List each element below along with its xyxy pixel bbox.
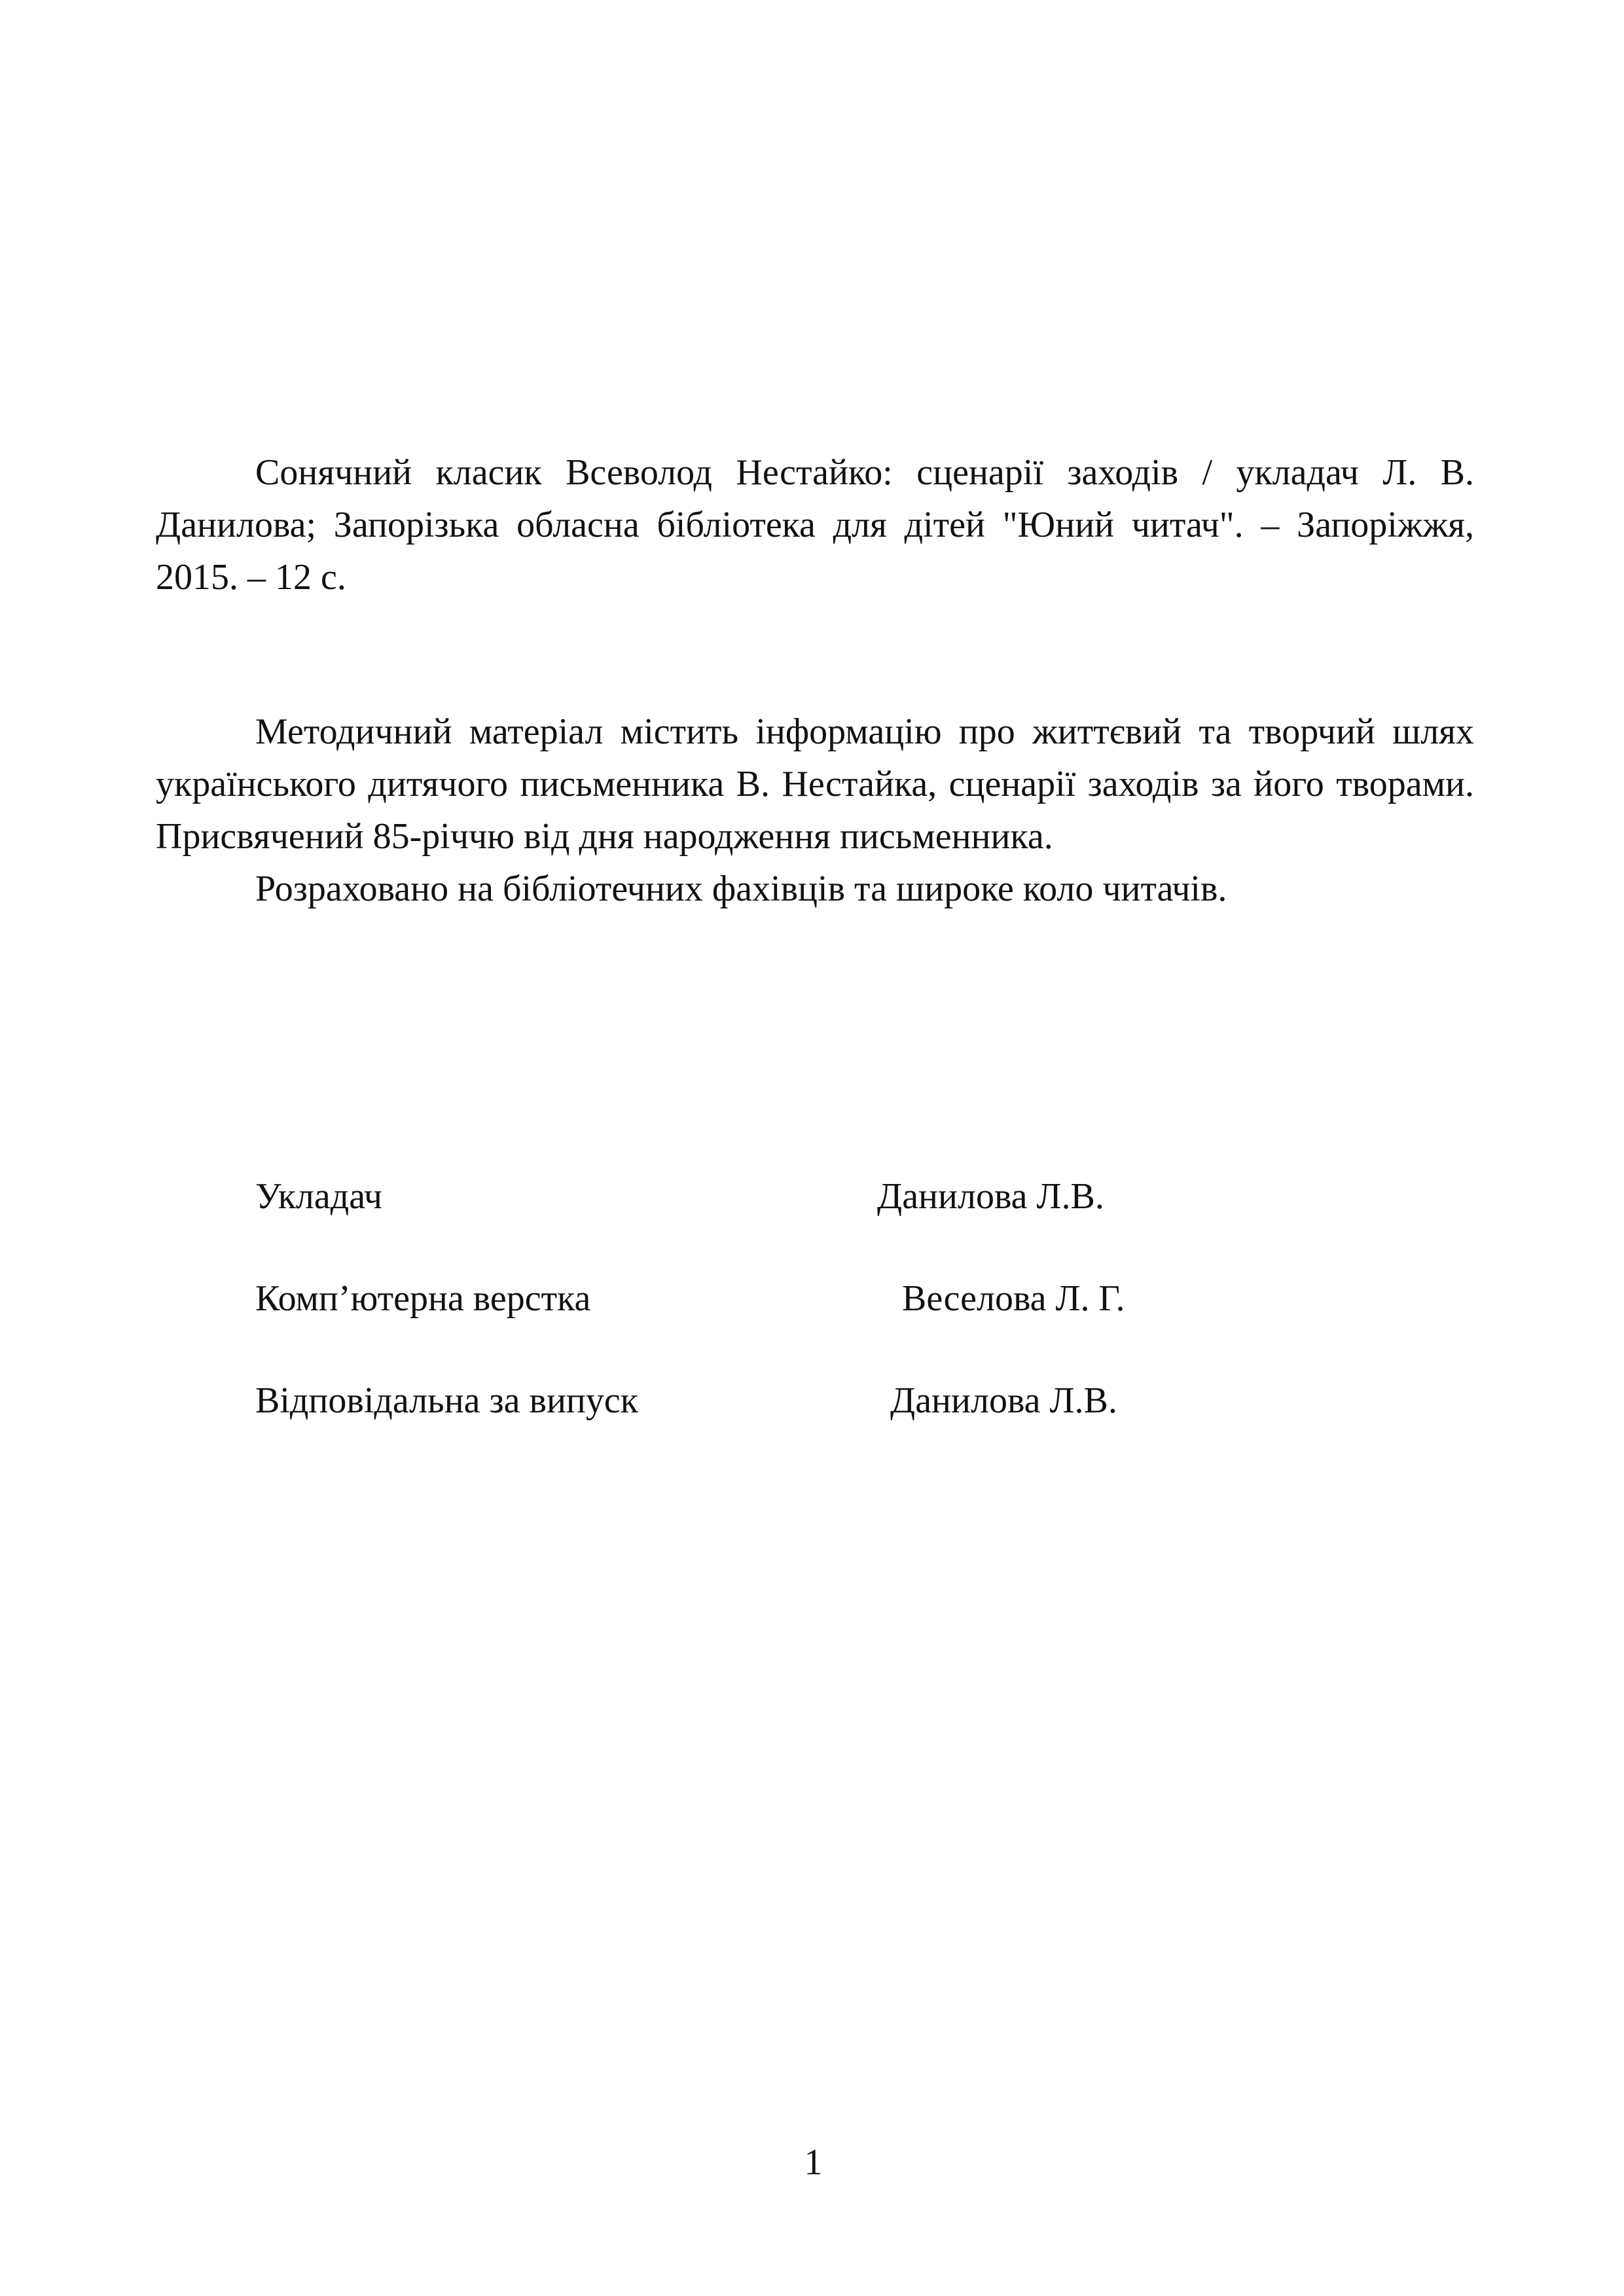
credit-label-layout: Комп’ютерна верстка: [255, 1278, 591, 1319]
credit-value-compiler: Данилова Л.В.: [877, 1176, 1104, 1217]
credit-value-layout: Веселова Л. Г.: [902, 1278, 1125, 1319]
bibliographic-record: Сонячний класик Всеволод Нестайко: сценарії заходів / укладач Л. В. Данилова; Запорізька обласна бібліотека для дітей "Юний читач". – Запоріжжя, 2015. – 12 с.: [156, 452, 1474, 598]
credit-row-compiler: [255, 1170, 1434, 1223]
bibliographic-record-block: [156, 446, 1474, 603]
audience-paragraph: Розраховано на бібліотечних фахівців та широке коло читачів.: [255, 869, 1227, 909]
credit-value-responsible: Данилова Л.В.: [890, 1380, 1117, 1421]
page-number: 1: [804, 2142, 823, 2183]
credit-row-layout: [255, 1272, 1434, 1325]
annotation-paragraph: Методичний матеріал містить інформацію про життєвий та творчий шлях українського дитячого письменника В. Нестайка, сценарії заходів за його творами. Присвячений 85-річчю від дня народження письменника.: [156, 711, 1474, 857]
credit-label-compiler: Укладач: [255, 1176, 383, 1217]
annotation-block: [156, 706, 1474, 915]
page-number-container: [0, 2136, 1624, 2189]
credit-row-responsible: [255, 1374, 1434, 1427]
credit-label-responsible: Відповідальна за випуск: [255, 1380, 638, 1421]
